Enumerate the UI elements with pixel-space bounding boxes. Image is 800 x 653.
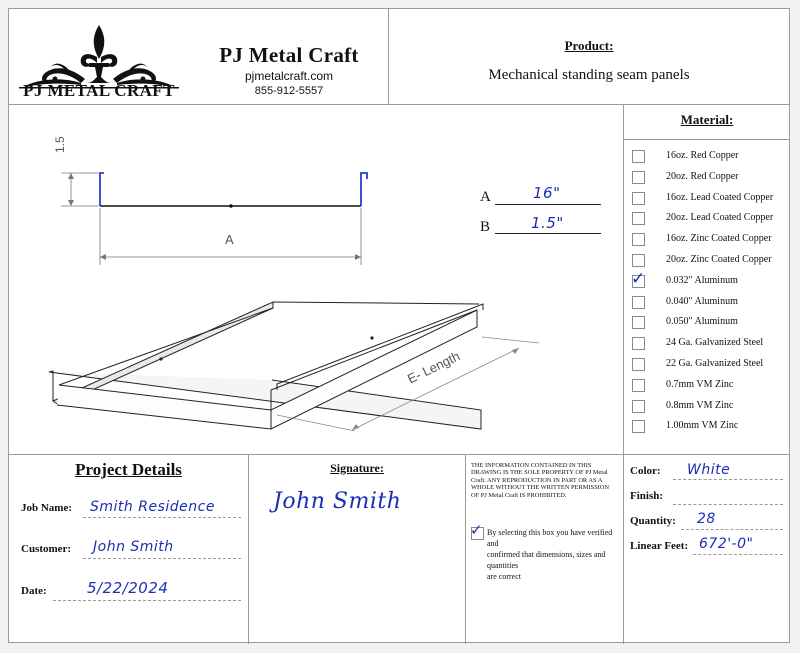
height-dimension-label: 1.5 <box>53 136 67 153</box>
job-name-label: Job Name: <box>21 502 73 514</box>
material-heading: Material: <box>680 112 734 127</box>
material-checkbox[interactable] <box>632 316 645 329</box>
color-line <box>673 479 783 480</box>
material-checkbox[interactable] <box>632 400 645 413</box>
material-label: 20oz. Lead Coated Copper <box>666 212 774 224</box>
product-value: Mechanical standing seam panels <box>488 67 690 83</box>
quantity-label: Quantity: <box>630 515 676 527</box>
material-label: 16oz. Lead Coated Copper <box>666 191 774 203</box>
material-label: 0.8mm VM Zinc <box>666 399 734 411</box>
material-option[interactable] <box>632 398 792 418</box>
divider <box>248 454 249 644</box>
product-heading: Product: <box>564 38 614 53</box>
dimension-b-label: B <box>480 219 491 235</box>
material-checkbox[interactable] <box>632 212 645 225</box>
material-checkbox[interactable] <box>632 171 645 184</box>
material-checkbox[interactable] <box>632 358 645 371</box>
material-label: 20oz. Zinc Coated Copper <box>666 254 772 265</box>
material-checkbox[interactable] <box>632 337 645 350</box>
material-label: 16oz. Red Copper <box>666 150 739 161</box>
material-option[interactable] <box>632 418 792 438</box>
material-checkbox[interactable] <box>632 296 645 309</box>
material-checkbox[interactable] <box>632 150 645 163</box>
linear-feet-line <box>693 554 783 555</box>
material-label: 0.032" Aluminum <box>666 274 738 286</box>
verify-line-2: confirmed that dimensions, sizes and quantities <box>487 550 606 570</box>
material-checkbox[interactable] <box>632 233 645 246</box>
finish-line <box>673 504 783 505</box>
verify-text <box>487 527 623 582</box>
check-icon: ✓ <box>631 268 646 289</box>
project-heading: Project Details <box>75 460 182 479</box>
panel-isometric <box>49 302 539 431</box>
linear-feet-value[interactable]: 672'-0" <box>699 536 754 552</box>
dimension-b-value[interactable]: 1.5" <box>531 214 564 232</box>
material-option[interactable] <box>632 210 792 230</box>
material-label: 0.7mm VM Zinc <box>666 378 734 390</box>
material-option[interactable] <box>632 252 792 272</box>
signature-value[interactable]: John Smith <box>273 489 402 514</box>
finish-label: Finish: <box>630 490 664 502</box>
material-option[interactable] <box>631 268 792 293</box>
width-dimension-label: A <box>225 232 234 247</box>
verify-line-3: are correct <box>487 572 521 581</box>
material-checkbox[interactable] <box>632 420 645 433</box>
divider <box>623 454 624 644</box>
job-name-value[interactable]: Smith Residence <box>90 499 215 515</box>
material-option[interactable] <box>632 231 792 251</box>
color-value[interactable]: White <box>687 462 731 478</box>
material-label: 0.050" Aluminum <box>666 316 738 328</box>
job-name-line <box>83 517 241 518</box>
material-checkbox[interactable] <box>632 254 645 267</box>
customer-label: Customer: <box>21 543 72 555</box>
divider <box>465 454 466 644</box>
length-dimension-label: E- Length <box>405 348 463 387</box>
customer-value[interactable]: John Smith <box>93 539 174 555</box>
material-option[interactable] <box>632 335 792 355</box>
company-name: PJ Metal Craft <box>219 43 359 67</box>
material-label: 22 Ga. Galvanized Steel <box>666 358 764 369</box>
company-website[interactable]: pjmetalcraft.com <box>244 69 334 83</box>
divider <box>623 105 624 454</box>
material-option[interactable] <box>632 169 792 189</box>
material-checkbox[interactable] <box>632 379 645 392</box>
panel-drawing <box>9 105 623 454</box>
customer-line <box>83 558 241 559</box>
material-option[interactable] <box>632 377 792 397</box>
material-label: 20oz. Red Copper <box>666 170 739 182</box>
material-option[interactable] <box>632 314 792 334</box>
signature-heading: Signature: <box>330 461 384 475</box>
linear-feet-label: Linear Feet: <box>630 540 689 552</box>
quantity-value[interactable]: 28 <box>697 511 716 527</box>
color-label: Color: <box>630 465 661 477</box>
material-option[interactable] <box>632 294 792 314</box>
logo-text: PJ METAL CRAFT <box>23 81 175 100</box>
dimension-a-value[interactable]: 16" <box>533 184 561 202</box>
date-line <box>53 600 241 601</box>
panel-profile <box>61 173 367 265</box>
material-label: 16oz. Zinc Coated Copper <box>666 233 772 245</box>
verify-line-1: By selecting this box you have verified and <box>487 528 613 548</box>
material-option[interactable] <box>632 356 792 376</box>
material-label: 1.00mm VM Zinc <box>666 420 739 432</box>
dimension-a-line <box>495 204 601 205</box>
material-checkbox[interactable] <box>632 192 645 205</box>
company-phone: 855-912-5557 <box>254 85 324 97</box>
date-label: Date: <box>21 585 47 597</box>
dimension-b-line <box>495 233 601 234</box>
material-label: 0.040" Aluminum <box>666 295 738 307</box>
check-icon: ✓ <box>470 521 483 539</box>
dimension-a-label: A <box>480 189 491 205</box>
order-sheet <box>8 8 790 643</box>
material-label: 24 Ga. Galvanized Steel <box>666 337 764 349</box>
quantity-line <box>681 529 783 530</box>
divider <box>9 454 789 455</box>
date-value[interactable]: 5/22/2024 <box>87 579 169 597</box>
divider <box>623 139 789 140</box>
legal-notice: THE INFORMATION CONTAINED IN THIS DRAWING IS THE SOLE PROPERTY OF PJ Metal Craft. ANY REPRODUCTION IN PART OR AS A WHOLE WITHOUT THE WRITTEN PERMISSION OF PJ Metal Craft IS PROHIBITED. <box>471 462 609 499</box>
material-option[interactable] <box>632 190 792 210</box>
material-option[interactable] <box>632 148 792 168</box>
